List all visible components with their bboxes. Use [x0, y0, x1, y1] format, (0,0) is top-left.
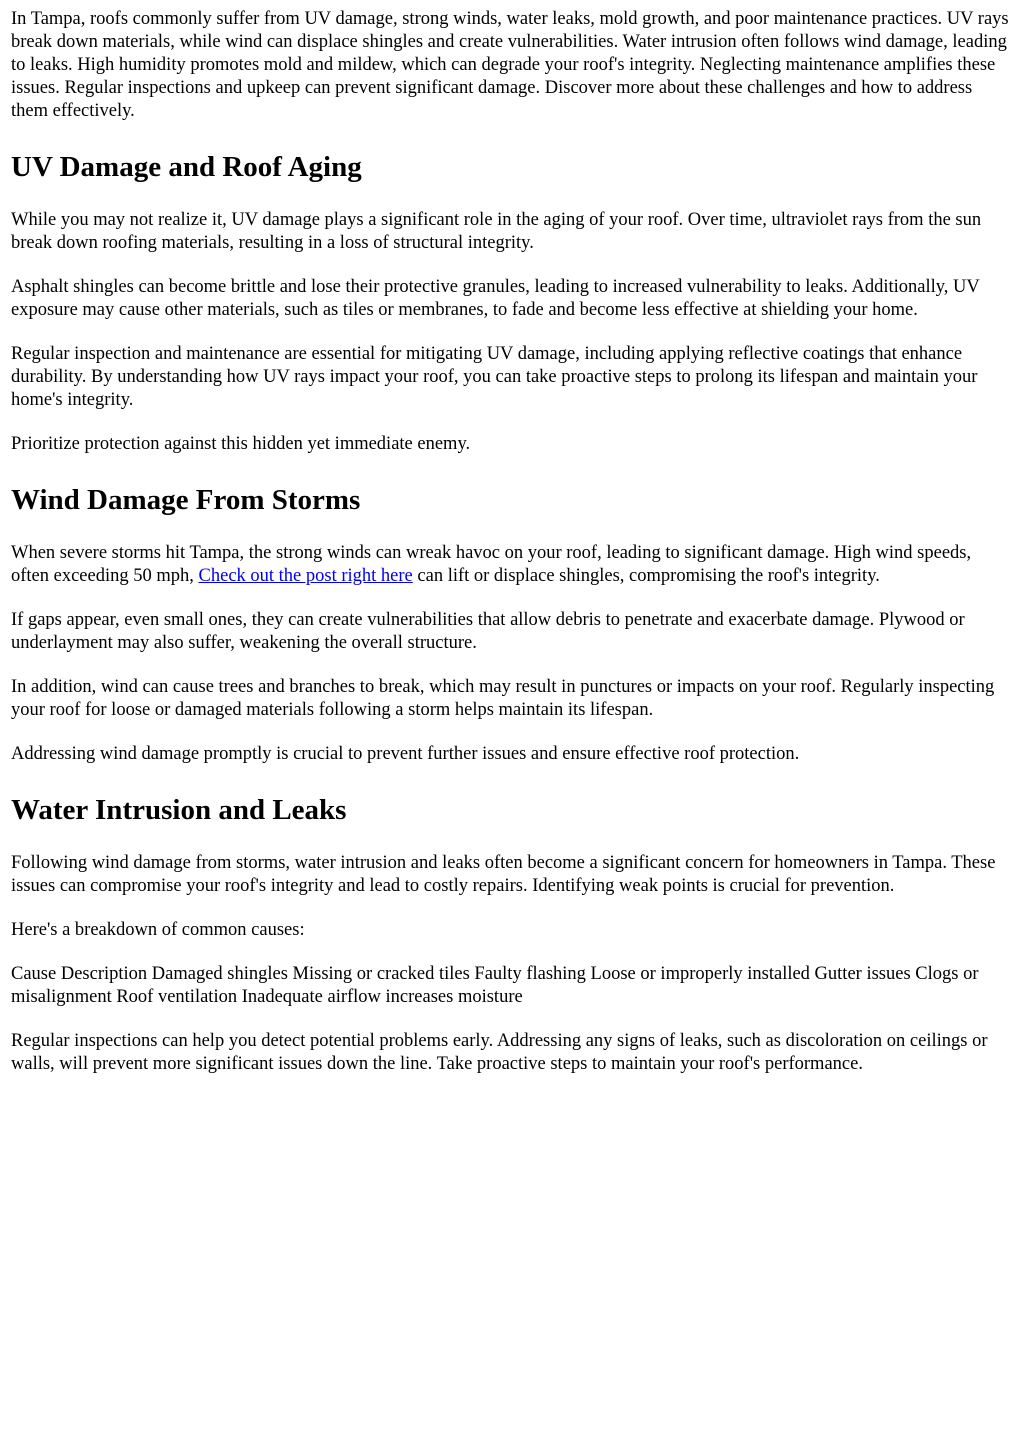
- water-paragraph-1: Following wind damage from storms, water intrusion and leaks often become a significant concern for homeowners in Tampa. These issues can compromise your roof's integrity and lead to costly repairs. Identifying weak points is crucial for prevention.: [11, 853, 996, 896]
- check-out-post-link[interactable]: Check out the post right here: [198, 566, 413, 586]
- causes-table-text: Cause Description Damaged shingles Missing or cracked tiles Faulty flashing Loose or improperly installed Gutter issues Clogs or misalignment Roof ventilation Inadequate airflow increases moisture: [11, 964, 979, 1007]
- wind-paragraph-4: Addressing wind damage promptly is crucial to prevent further issues and ensure effective roof protection.: [11, 744, 800, 764]
- heading-water-intrusion: Water Intrusion and Leaks: [11, 794, 347, 826]
- uv-paragraph-4: Prioritize protection against this hidden yet immediate enemy.: [11, 434, 471, 454]
- wind-paragraph-1-text-before: When severe storms hit Tampa, the strong winds can wreak havoc on your roof, leading to significant damage. High wind speeds, often exceeding 50 mph,: [11, 543, 972, 586]
- uv-paragraph-1: While you may not realize it, UV damage plays a significant role in the aging of your roof. Over time, ultraviolet rays from the sun break down roofing materials, resulting in a loss of structural integrity.: [11, 210, 982, 253]
- wind-paragraph-3: In addition, wind can cause trees and branches to break, which may result in punctures or impacts on your roof. Regularly inspecting your roof for loose or damaged materials following a storm helps maintain its lifespan.: [11, 677, 995, 720]
- water-paragraph-4: Regular inspections can help you detect potential problems early. Addressing any signs of leaks, such as discoloration on ceilings or walls, will prevent more significant issues down the line. Take proactive steps to maintain your roof's performance.: [11, 1031, 988, 1074]
- water-paragraph-2: Here's a breakdown of common causes:: [11, 920, 305, 940]
- wind-paragraph-1-text-after: can lift or displace shingles, compromising the roof's integrity.: [412, 566, 880, 586]
- intro-paragraph: In Tampa, roofs commonly suffer from UV damage, strong winds, water leaks, mold growth, and poor maintenance practices. UV rays break down materials, while wind can displace shingles and create vulnerabilities. Water intrusion often follows wind damage, leading to leaks. High humidity promotes mold and mildew, which can degrade your roof's integrity. Neglecting maintenance amplifies these issues. Regular inspections and upkeep can prevent significant damage. Discover more about these challenges and how to address them effectively.: [11, 9, 1009, 121]
- heading-uv-damage: UV Damage and Roof Aging: [11, 151, 362, 183]
- heading-wind-damage: Wind Damage From Storms: [11, 484, 361, 516]
- uv-paragraph-3: Regular inspection and maintenance are essential for mitigating UV damage, including applying reflective coatings that enhance durability. By understanding how UV rays impact your roof, you can take proactive steps to prolong its lifespan and maintain your home's integrity.: [11, 344, 978, 410]
- uv-paragraph-2: Asphalt shingles can become brittle and lose their protective granules, leading to increased vulnerability to leaks. Additionally, UV exposure may cause other materials, such as tiles or membranes, to fade and become less effective at shielding your home.: [11, 277, 980, 320]
- wind-paragraph-1: [11, 542, 1013, 588]
- wind-paragraph-2: If gaps appear, even small ones, they can create vulnerabilities that allow debris to penetrate and exacerbate damage. Plywood or underlayment may also suffer, weakening the overall structure.: [11, 610, 965, 653]
